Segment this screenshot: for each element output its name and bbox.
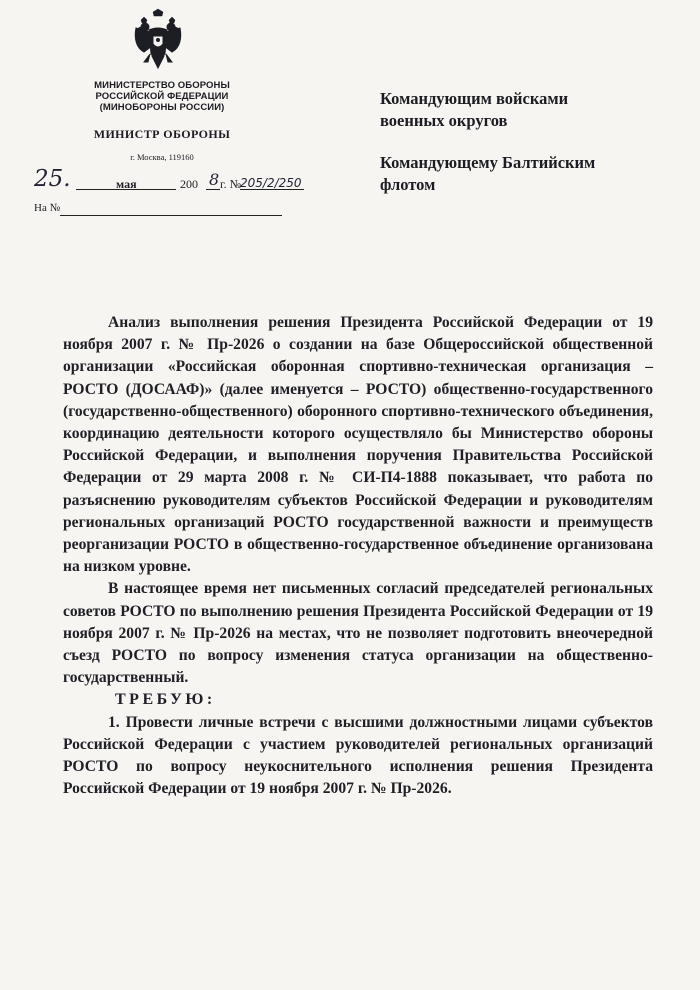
date-month: мая (116, 177, 137, 191)
addressee-2 (380, 152, 680, 196)
letter-body (63, 312, 653, 800)
paragraph: Анализ выполнения решения Президента Российской Федерации от 19 ноября 2007 г. № Пр-2026 о создании на базе Общероссийской общественной организации «Российская оборонная спортивно-техническая организация – РОСТО (ДОСААФ)» (далее именуется – РОСТО) общественно-государственного (государственно-общественного) оборонного спортивно-технического объединения, координацию деятельности которого осуществляло бы Министерство обороны Российской Федерации, и выполнения поручения Правительства Российской Федерации от 29 марта 2008 г. № СИ-П4-1888 показывает, что работа по разъяснению руководителям субъектов Российской Федерации и руководителям региональных организаций РОСТО государственной важности и преимуществ реорганизации РОСТО в общественно-государственное объединение организована на низком уровне. (63, 314, 653, 576)
city-address: г. Москва, 119160 (130, 152, 194, 162)
paragraph: В настоящее время нет письменных согласий председателей региональных советов РОСТО по выполнению решения Президента Российской Федерации от 19 ноября 2007 г. № Пр-2026 на местах, что не позволяет подготовить внеочередной съезд РОСТО по вопросу изменения статуса организации на общественно-государственный. (63, 580, 653, 687)
organization-name (62, 80, 262, 113)
addressee-line: военных округов (380, 111, 508, 130)
date-day: 25. (34, 166, 71, 192)
reference-line (34, 202, 284, 218)
date-year-digit: 8 (209, 170, 220, 189)
org-line: МИНИСТЕРСТВО ОБОРОНЫ (94, 80, 230, 91)
org-line: (МИНОБОРОНЫ РОССИИ) (99, 102, 225, 113)
org-line: РОССИЙСКОЙ ФЕДЕРАЦИИ (95, 91, 229, 102)
addressee-line: флотом (380, 175, 436, 194)
date-year-suffix: г. № (220, 177, 242, 191)
double-headed-eagle-icon (132, 8, 184, 74)
date-line (34, 166, 304, 192)
addressee-1 (380, 88, 680, 132)
demand-item: 1. Провести личные встречи с высшими должностными лицами субъектов Российской Федерации с участием руководителей региональных организаций РОСТО по вопросу неукоснительного исполнения решения Президента Российской Федерации от 19 ноября 2007 г. № Пр-2026. (63, 713, 653, 798)
addressee-line: Командующему Балтийским (380, 153, 596, 172)
underline (60, 214, 282, 216)
date-year-prefix: 200 (180, 177, 198, 191)
document-number: 205/2/250 (240, 176, 302, 190)
addressee-line: Командующим войсками (380, 89, 569, 108)
minister-title: МИНИСТР ОБОРОНЫ (93, 127, 231, 141)
demand-heading: ТРЕБУЮ: (115, 691, 216, 709)
reference-label: На № (34, 202, 61, 214)
